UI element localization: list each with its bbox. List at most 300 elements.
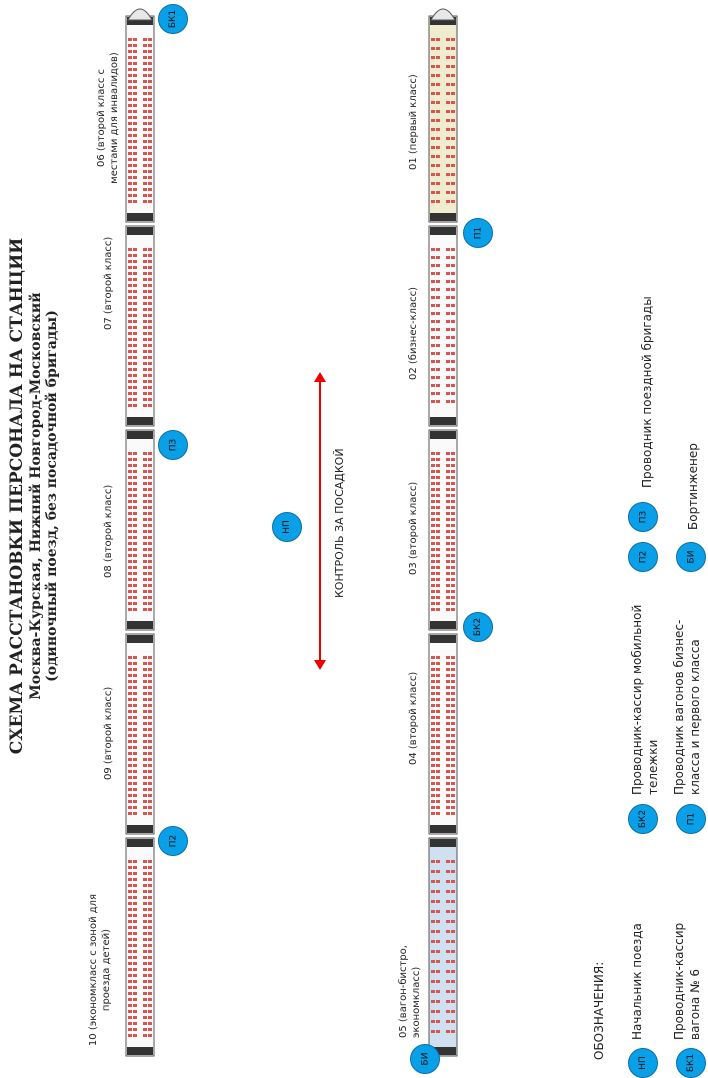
seat (128, 680, 132, 683)
seat (133, 110, 137, 113)
seat (148, 182, 152, 185)
legend-np-label: Начальник поезда (630, 923, 644, 1040)
seat (436, 344, 440, 347)
seat (148, 302, 152, 305)
seat (446, 656, 450, 659)
seat (436, 668, 440, 671)
seat (446, 560, 450, 563)
seat (133, 176, 137, 179)
seat (128, 458, 132, 461)
seat (431, 716, 435, 719)
seat (148, 566, 152, 569)
seat (143, 602, 147, 605)
seat (436, 74, 440, 77)
seat (143, 92, 147, 95)
seat (133, 692, 137, 695)
seat (431, 200, 435, 203)
seat (143, 344, 147, 347)
seat (446, 272, 450, 275)
seat (133, 560, 137, 563)
seat (128, 308, 132, 311)
seat (143, 806, 147, 809)
seat (128, 50, 132, 53)
seat (143, 284, 147, 287)
seat (148, 344, 152, 347)
seat (133, 356, 137, 359)
seat (431, 344, 435, 347)
seat (143, 320, 147, 323)
seat (148, 80, 152, 83)
seat (128, 914, 132, 917)
seat (451, 488, 455, 491)
seat (431, 776, 435, 779)
seat (133, 686, 137, 689)
seat (128, 998, 132, 1001)
seat (436, 602, 440, 605)
seat (128, 704, 132, 707)
seat (133, 56, 137, 59)
seat (148, 872, 152, 875)
seat (436, 458, 440, 461)
seat (128, 326, 132, 329)
car-label-05: 05 (вагон-бистро, экономкласс) (398, 945, 422, 1038)
seat (446, 524, 450, 527)
seat (128, 518, 132, 521)
seat (128, 596, 132, 599)
seat (143, 860, 147, 863)
seat (148, 458, 152, 461)
seat (451, 674, 455, 677)
seat (128, 866, 132, 869)
seat (451, 476, 455, 479)
seat (148, 464, 152, 467)
seat (446, 788, 450, 791)
seat (446, 1000, 450, 1003)
seat (143, 800, 147, 803)
seat (128, 716, 132, 719)
seat (128, 770, 132, 773)
seat (143, 566, 147, 569)
seat (436, 92, 440, 95)
seat (436, 280, 440, 283)
seat (148, 662, 152, 665)
seat (431, 288, 435, 291)
seat (446, 500, 450, 503)
seat (431, 65, 435, 68)
seat (446, 256, 450, 259)
seat (133, 80, 137, 83)
seat (431, 554, 435, 557)
seat (143, 530, 147, 533)
seat (128, 140, 132, 143)
seat (143, 758, 147, 761)
seat (446, 940, 450, 943)
seat (446, 890, 450, 893)
seat (143, 110, 147, 113)
legend-badge-np: НП (628, 1048, 658, 1078)
seat (431, 698, 435, 701)
seat (133, 806, 137, 809)
seat (128, 368, 132, 371)
seat (133, 986, 137, 989)
seat (133, 152, 137, 155)
seat (148, 122, 152, 125)
seat (431, 920, 435, 923)
seat (436, 710, 440, 713)
seat (148, 476, 152, 479)
seat (143, 980, 147, 983)
train-nose (128, 9, 152, 20)
seat (128, 722, 132, 725)
seat (128, 668, 132, 671)
seat (133, 368, 137, 371)
train-car (126, 634, 154, 834)
seat (446, 470, 450, 473)
seat (133, 494, 137, 497)
seat (446, 368, 450, 371)
seat (143, 362, 147, 365)
seat (133, 938, 137, 941)
seat (446, 312, 450, 315)
seat (128, 488, 132, 491)
seat (148, 254, 152, 257)
seat (431, 880, 435, 883)
seat (451, 512, 455, 515)
seat (446, 320, 450, 323)
seat (133, 278, 137, 281)
seat (148, 596, 152, 599)
seat (128, 758, 132, 761)
seat (128, 392, 132, 395)
seat (128, 1016, 132, 1019)
seat (148, 146, 152, 149)
seat (148, 878, 152, 881)
seat (436, 494, 440, 497)
seat (446, 182, 450, 185)
train-car (126, 430, 154, 630)
seat (451, 668, 455, 671)
seat (133, 380, 137, 383)
seat (436, 794, 440, 797)
seat (133, 860, 137, 863)
seat (148, 332, 152, 335)
car-label-01: 01 (первый класс) (408, 74, 419, 170)
seat (446, 692, 450, 695)
seat (143, 476, 147, 479)
seat (133, 890, 137, 893)
seat (431, 782, 435, 785)
seat (133, 902, 137, 905)
seat (436, 200, 440, 203)
seat (451, 710, 455, 713)
seat (133, 542, 137, 545)
seat (446, 870, 450, 873)
seat (451, 1000, 455, 1003)
seat (436, 288, 440, 291)
seat (148, 368, 152, 371)
seat (143, 62, 147, 65)
seat (431, 304, 435, 307)
seat (436, 256, 440, 259)
seat (446, 400, 450, 403)
seat (431, 280, 435, 283)
seat (446, 344, 450, 347)
seat (431, 137, 435, 140)
seat (446, 384, 450, 387)
seat (148, 584, 152, 587)
seat (451, 458, 455, 461)
seat (133, 812, 137, 815)
seat (148, 704, 152, 707)
seat (128, 356, 132, 359)
seat (446, 101, 450, 104)
seat (148, 806, 152, 809)
seat (133, 590, 137, 593)
train-car (429, 430, 457, 630)
seat (133, 878, 137, 881)
seat (431, 360, 435, 363)
seat (446, 1030, 450, 1033)
seat (436, 1000, 440, 1003)
seat (431, 272, 435, 275)
seat (148, 686, 152, 689)
seat (133, 662, 137, 665)
seat (143, 86, 147, 89)
seat (451, 704, 455, 707)
seat (128, 86, 132, 89)
seat (128, 296, 132, 299)
seat (431, 722, 435, 725)
legend-bk2-label: Проводник-кассир мобильной тележки (630, 604, 660, 795)
seat (143, 458, 147, 461)
seat (133, 914, 137, 917)
seat (451, 524, 455, 527)
seat (431, 950, 435, 953)
seat (148, 932, 152, 935)
seat (451, 65, 455, 68)
seat (451, 392, 455, 395)
seat (446, 542, 450, 545)
legend-badge-p3: П3 (628, 502, 658, 532)
seat (436, 560, 440, 563)
seat (128, 80, 132, 83)
seat (431, 264, 435, 267)
seat (143, 56, 147, 59)
seat (436, 376, 440, 379)
seat (451, 722, 455, 725)
seat (133, 188, 137, 191)
seat (451, 554, 455, 557)
badge-p2: П2 (158, 826, 188, 856)
seat (148, 560, 152, 563)
seat (143, 122, 147, 125)
seat (451, 812, 455, 815)
seat (451, 248, 455, 251)
seat (431, 191, 435, 194)
seat (133, 908, 137, 911)
seat (128, 968, 132, 971)
seat (451, 788, 455, 791)
seat (446, 328, 450, 331)
seat (446, 146, 450, 149)
seat (143, 794, 147, 797)
seat (436, 248, 440, 251)
seat (128, 452, 132, 455)
seat (133, 524, 137, 527)
seat (133, 578, 137, 581)
seat (143, 356, 147, 359)
seat (148, 380, 152, 383)
seat (446, 512, 450, 515)
seat (128, 590, 132, 593)
seat (143, 38, 147, 41)
train-car (126, 226, 154, 426)
seat (133, 998, 137, 1001)
seat (436, 734, 440, 737)
seat (451, 83, 455, 86)
seat (451, 328, 455, 331)
seat (436, 536, 440, 539)
seat (446, 74, 450, 77)
seat (128, 560, 132, 563)
seat (436, 812, 440, 815)
car-label-04: 04 (второй класс) (408, 671, 419, 765)
seat (128, 302, 132, 305)
seat (431, 910, 435, 913)
seat (431, 930, 435, 933)
seat (148, 950, 152, 953)
seat (143, 470, 147, 473)
seat (451, 870, 455, 873)
seat (451, 56, 455, 59)
seat (148, 176, 152, 179)
seat (148, 272, 152, 275)
seat (148, 356, 152, 359)
seat (451, 770, 455, 773)
seat (128, 254, 132, 257)
seat (436, 910, 440, 913)
seat (446, 734, 450, 737)
seat (133, 776, 137, 779)
seat (128, 794, 132, 797)
seat (431, 970, 435, 973)
seat (451, 800, 455, 803)
seat (446, 56, 450, 59)
seat (133, 674, 137, 677)
seat (143, 182, 147, 185)
seat (133, 728, 137, 731)
seat (436, 470, 440, 473)
seat (451, 920, 455, 923)
seat (143, 80, 147, 83)
train-car (126, 838, 154, 1056)
seat (446, 602, 450, 605)
seat (133, 1016, 137, 1019)
seat (143, 584, 147, 587)
seat (446, 65, 450, 68)
seat (143, 866, 147, 869)
seat (143, 524, 147, 527)
seat (148, 764, 152, 767)
seat (148, 110, 152, 113)
seat (148, 200, 152, 203)
seat (446, 584, 450, 587)
seat (133, 290, 137, 293)
seat (128, 812, 132, 815)
seat (451, 950, 455, 953)
seat (451, 890, 455, 893)
seat (451, 280, 455, 283)
seat (431, 728, 435, 731)
seat (436, 554, 440, 557)
seat (446, 92, 450, 95)
train-car (429, 226, 457, 426)
title-line1: СХЕМА РАССТАНОВКИ ПЕРСОНАЛА НА СТАНЦИИ (7, 237, 27, 755)
seat (446, 572, 450, 575)
seat (128, 146, 132, 149)
seat (143, 950, 147, 953)
seat (148, 608, 152, 611)
seat (148, 74, 152, 77)
seat (451, 572, 455, 575)
seat (436, 384, 440, 387)
seat (133, 308, 137, 311)
seat (128, 890, 132, 893)
seat (148, 248, 152, 251)
seat (143, 554, 147, 557)
seat (148, 770, 152, 773)
seat (148, 734, 152, 737)
seat (436, 782, 440, 785)
seat (128, 272, 132, 275)
seat (436, 680, 440, 683)
seat (446, 970, 450, 973)
seat (431, 656, 435, 659)
seat (128, 656, 132, 659)
seat (128, 266, 132, 269)
seat (431, 680, 435, 683)
seat (128, 164, 132, 167)
seat (133, 170, 137, 173)
seat (148, 362, 152, 365)
seat (451, 970, 455, 973)
seat (133, 764, 137, 767)
seat (451, 155, 455, 158)
seat (451, 536, 455, 539)
seat (148, 758, 152, 761)
seat (446, 806, 450, 809)
seat (148, 998, 152, 1001)
seat (148, 56, 152, 59)
seat (446, 83, 450, 86)
seat (431, 482, 435, 485)
seat (148, 338, 152, 341)
seat (148, 1010, 152, 1013)
seat (451, 494, 455, 497)
seat (128, 284, 132, 287)
seat (436, 119, 440, 122)
seat (133, 320, 137, 323)
seat (431, 536, 435, 539)
seat (436, 572, 440, 575)
seat (431, 770, 435, 773)
seat (148, 92, 152, 95)
seat (446, 352, 450, 355)
seat (446, 860, 450, 863)
seat (133, 374, 137, 377)
seat (148, 1004, 152, 1007)
seat (133, 1010, 137, 1013)
